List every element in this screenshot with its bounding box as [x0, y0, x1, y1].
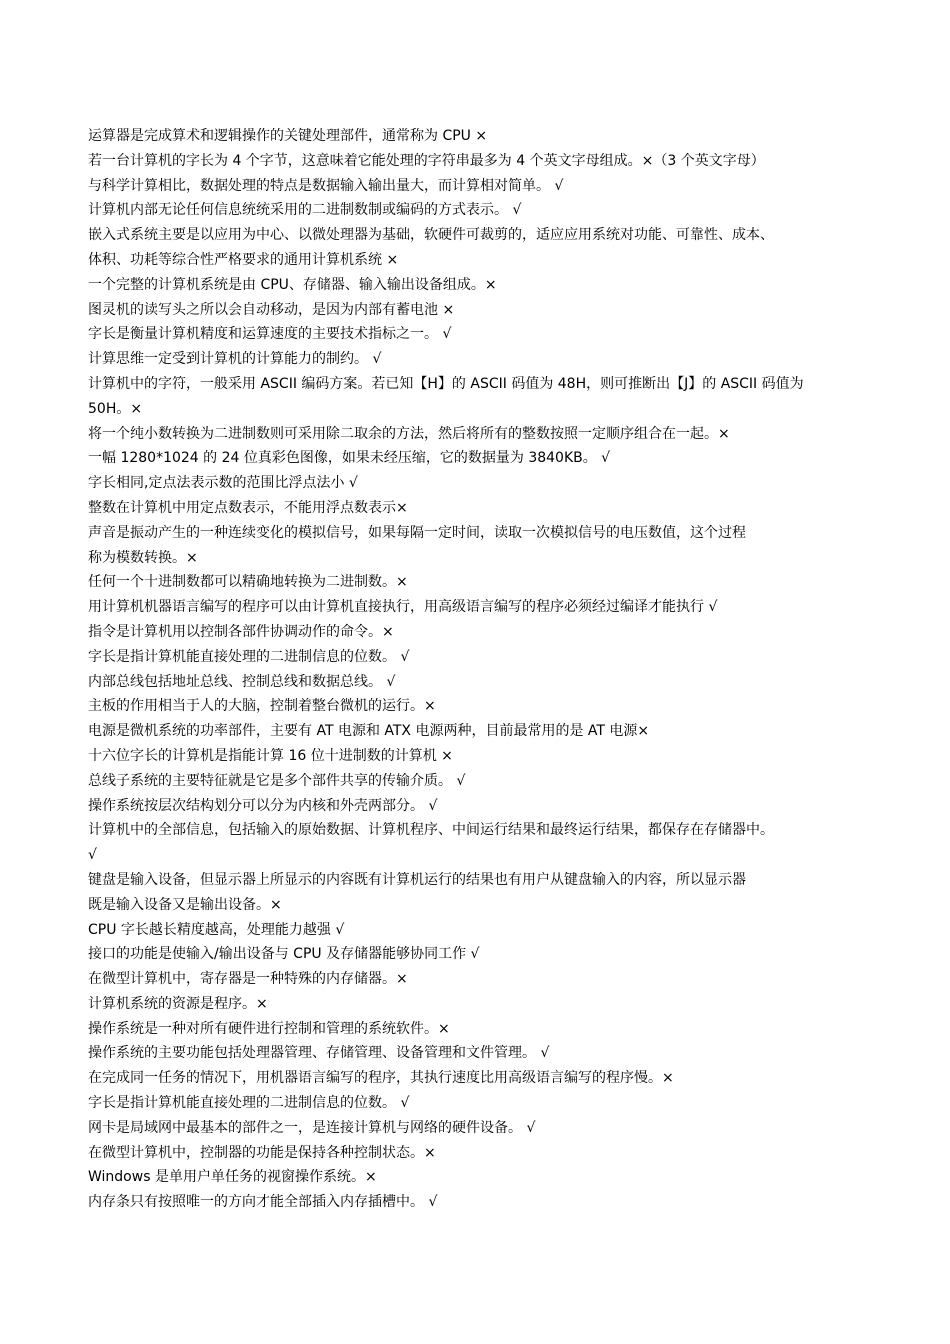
text-line: 网卡是局域网中最基本的部件之一，是连接计算机与网络的硬件设备。 √: [88, 1119, 536, 1136]
document-body: [88, 124, 878, 1215]
text-line: 字长是衡量计算机精度和运算速度的主要技术指标之一。 √: [88, 326, 452, 343]
text-line: 运算器是完成算术和逻辑操作的关键处理部件，通常称为 CPU ×: [88, 128, 488, 144]
text-line: 50H。×: [88, 400, 143, 417]
text-line: 若一台计算机的字长为 4 个字节，这意味着它能处理的字符串最多为 4 个英文字母组成。×（3 个英文字母）: [88, 152, 765, 169]
text-line: 嵌入式系统主要是以应用为中心、以微处理器为基础，软硬件可裁剪的，适应应用系统对功能、可靠性、成本、: [88, 227, 774, 244]
text-line: 内存条只有按照唯一的方向才能全部插入内存插槽中。 √: [88, 1194, 438, 1211]
text-line: 电源是微机系统的功率部件，主要有 AT 电源和 ATX 电源两种，目前最常用的是 AT 电源×: [88, 723, 650, 740]
text-line: 主板的作用相当于人的大脑，控制着整台微机的运行。×: [88, 698, 436, 715]
text-line: 十六位字长的计算机是指能计算 16 位十进制数的计算机 ×: [88, 747, 453, 764]
text-line: 一幅 1280*1024 的 24 位真彩色图像，如果未经压缩，它的数据量为 3840KB。 √: [88, 450, 611, 467]
text-line: 图灵机的读写头之所以会自动移动，是因为内部有蓄电池 ×: [88, 301, 455, 318]
text-line: 一个完整的计算机系统是由 CPU、存储器、输入输出设备组成。×: [88, 276, 497, 293]
text-line: 操作系统按层次结构划分可以分为内核和外壳两部分。 √: [88, 797, 438, 814]
text-line: 字长是指计算机能直接处理的二进制信息的位数。 √: [88, 648, 410, 665]
text-line: 体积、功耗等综合性严格要求的通用计算机系统 ×: [88, 251, 399, 268]
text-line: 与科学计算相比，数据处理的特点是数据输入输出量大，而计算相对简单。 √: [88, 177, 564, 194]
text-line: 计算机系统的资源是程序。×: [88, 995, 268, 1012]
text-line: 操作系统的主要功能包括处理器管理、存储管理、设备管理和文件管理。 √: [88, 1045, 550, 1062]
text-line: 任何一个十进制数都可以精确地转换为二进制数。×: [88, 574, 408, 591]
text-line: 字长是指计算机能直接处理的二进制信息的位数。 √: [88, 1095, 410, 1112]
text-line: Windows 是单用户单任务的视窗操作系统。×: [88, 1169, 377, 1186]
text-line: 在微型计算机中，控制器的功能是保持各种控制状态。×: [88, 1144, 436, 1161]
text-line: 用计算机机器语言编写的程序可以由计算机直接执行，用高级语言编写的程序必须经过编译才能执行 √: [88, 599, 718, 616]
text-line: 键盘是输入设备，但显示器上所显示的内容既有计算机运行的结果也有用户从键盘输入的内容，所以显示器: [88, 871, 746, 888]
text-line: 计算机中的字符，一般采用 ASCII 编码方案。若已知【H】的 ASCII 码值为 48H，则可推断出【J】的 ASCII 码值为: [88, 375, 804, 392]
text-line: 计算思维一定受到计算机的计算能力的制约。 √: [88, 351, 382, 368]
text-line: 称为模数转换。×: [88, 549, 198, 566]
text-line: 内部总线包括地址总线、控制总线和数据总线。 √: [88, 673, 396, 690]
text-line: √: [88, 847, 97, 864]
text-line: 在微型计算机中，寄存器是一种特殊的内存储器。×: [88, 971, 408, 988]
text-line: 在完成同一任务的情况下，用机器语言编写的程序，其执行速度比用高级语言编写的程序慢。×: [88, 1070, 674, 1087]
text-line: 声音是振动产生的一种连续变化的模拟信号，如果每隔一定时间，读取一次模拟信号的电压数值，这个过程: [88, 524, 746, 541]
text-line: 计算机中的全部信息，包括输入的原始数据、计算机程序、中间运行结果和最终运行结果，都保存在存储器中。: [88, 822, 774, 839]
text-line: CPU 字长越长精度越高，处理能力越强 √: [88, 921, 345, 938]
text-line: 整数在计算机中用定点数表示，不能用浮点数表示×: [88, 499, 408, 516]
text-line: 指令是计算机用以控制各部件协调动作的命令。×: [88, 623, 394, 640]
text-line: 总线子系统的主要特征就是它是多个部件共享的传输介质。 √: [88, 772, 466, 789]
text-line: 操作系统是一种对所有硬件进行控制和管理的系统软件。×: [88, 1020, 450, 1037]
text-line: 计算机内部无论任何信息统统采用的二进制数制或编码的方式表示。 √: [88, 202, 522, 219]
text-line: 字长相同,定点法表示数的范围比浮点法小 √: [88, 475, 358, 492]
text-line: 将一个纯小数转换为二进制数则可采用除二取余的方法，然后将所有的整数按照一定顺序组合在一起。×: [88, 425, 730, 442]
text-line: 接口的功能是使输入/输出设备与 CPU 及存储器能够协同工作 √: [88, 946, 480, 963]
text-line: 既是输入设备又是输出设备。×: [88, 896, 282, 913]
